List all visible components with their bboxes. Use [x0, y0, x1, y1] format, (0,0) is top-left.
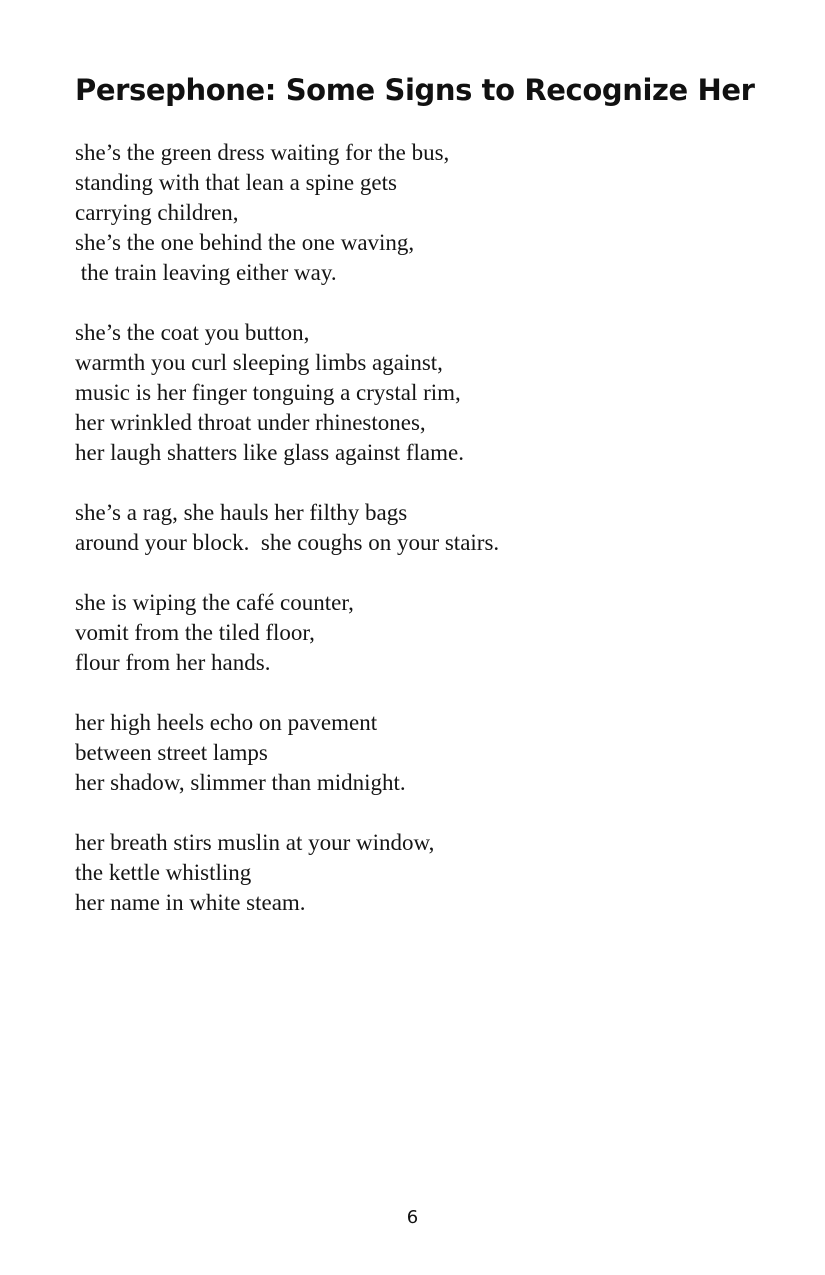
poem-line: her laugh shatters like glass against flame. [75, 440, 464, 465]
poem-line: her wrinkled throat under rhinestones, [75, 410, 426, 435]
poem-line: her name in white steam. [75, 890, 306, 915]
poem-line: she’s the one behind the one waving, [75, 230, 415, 255]
poem-line: she’s a rag, she hauls her filthy bags [75, 500, 408, 525]
poem-line: her breath stirs muslin at your window, [75, 830, 435, 855]
poem-line: standing with that lean a spine gets [75, 170, 397, 195]
poem-line: the kettle whistling [75, 860, 252, 885]
poem-line: flour from her hands. [75, 650, 271, 675]
poem-line: warmth you curl sleeping limbs against, [75, 350, 443, 375]
page-title: Persephone: Some Signs to Recognize Her [75, 73, 755, 107]
page-number: 6 [406, 1207, 419, 1228]
stanza-5 [75, 708, 775, 798]
poem-line: vomit from the tiled floor, [75, 620, 315, 645]
poem-line: music is her finger tonguing a crystal rim, [75, 380, 461, 405]
stanza-3 [75, 498, 775, 558]
stanza-6 [75, 828, 775, 918]
poem-line: around your block. she coughs on your stairs. [75, 530, 500, 555]
poem-line: carrying children, [75, 200, 239, 225]
poem-line: her shadow, slimmer than midnight. [75, 770, 406, 795]
poem-line: she’s the green dress waiting for the bus, [75, 140, 450, 165]
poem-body [75, 138, 775, 948]
poem-line: between street lamps [75, 740, 268, 765]
poem-line: she’s the coat you button, [75, 320, 310, 345]
stanza-2 [75, 318, 775, 468]
stanza-4 [75, 588, 775, 678]
stanza-1 [75, 138, 775, 288]
poem-line: she is wiping the café counter, [75, 590, 354, 615]
poem-line: the train leaving either way. [75, 260, 337, 285]
poem-line: her high heels echo on pavement [75, 710, 378, 735]
